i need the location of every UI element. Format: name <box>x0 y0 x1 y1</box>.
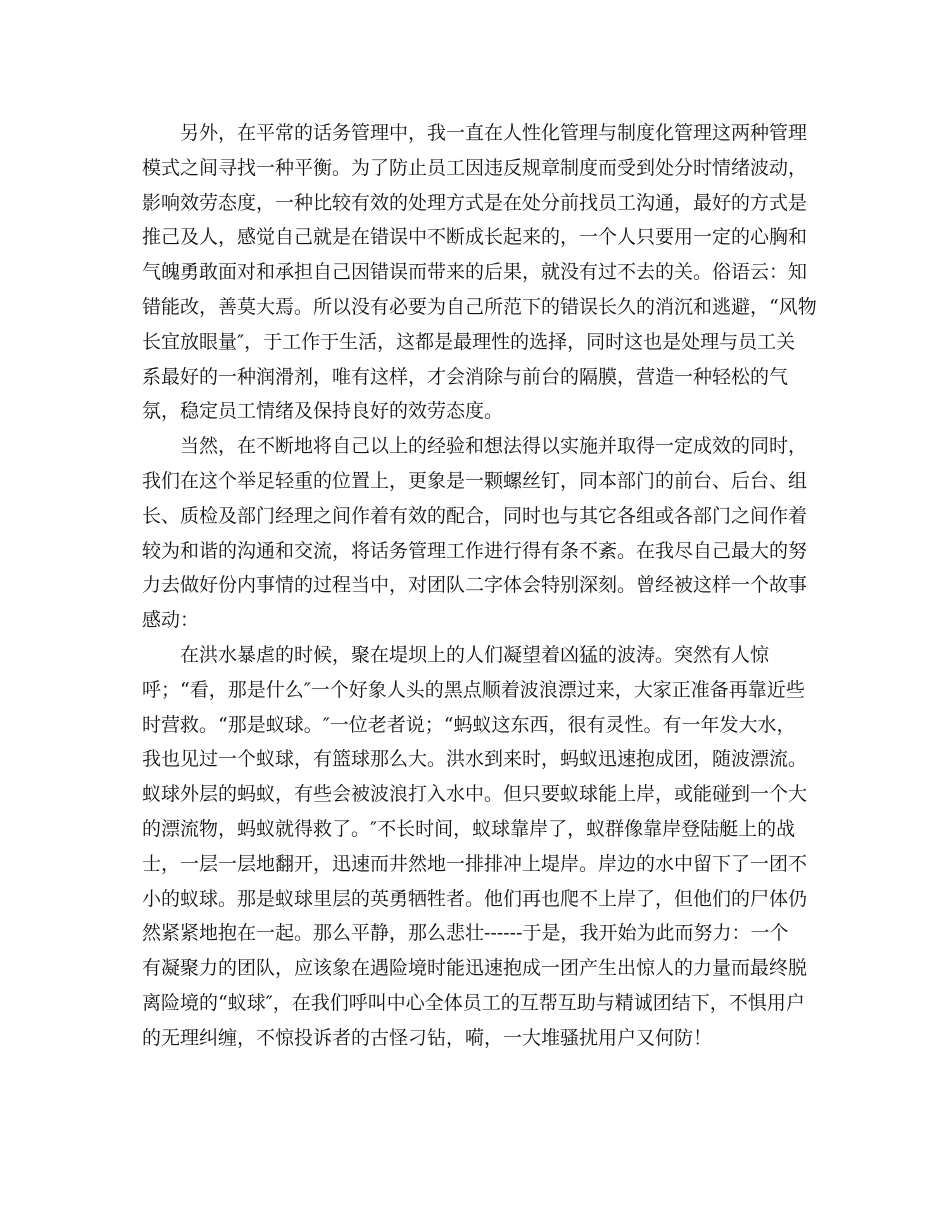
text-line: 蚁球外层的蚂蚁，有些会被波浪打入水中。但只要蚁球能上岸，或能碰到一个大 <box>142 783 808 806</box>
text-line: 系最好的一种润滑剂，唯有这样，才会消除与前台的隔膜，营造一种轻松的气 <box>142 365 789 388</box>
text-line: 气魄勇敢面对和承担自己因错误而带来的后果，就没有过不去的关。俗语云：知 <box>142 261 808 284</box>
text-line: 士，一层一层地翻开，迅速而井然地一排排冲上堤岸。岸边的水中留下了一团不 <box>142 852 808 875</box>
text-line: 长、质检及部门经理之间作着有效的配合，同时也与其它各组或各部门之间作着 <box>142 504 808 527</box>
text-line: 离险境的“蚁球″，在我们呼叫中心全体员工的互帮互助与精诚团结下，不惧用户 <box>142 991 805 1014</box>
text-line: 感动： <box>142 609 200 632</box>
document-body <box>142 116 817 1056</box>
paragraph-3 <box>142 638 807 1056</box>
paragraph-1 <box>142 116 817 429</box>
text-line: 另外，在平常的话务管理中，我一直在人性化管理与制度化管理这两种管理 <box>180 122 808 144</box>
text-line: 推己及人，感觉自己就是在错误中不断成长起来的，一个人只要用一定的心胸和 <box>142 226 808 249</box>
paragraph-2 <box>142 429 807 638</box>
text-line: 我也见过一个蚁球，有篮球那么大。洪水到来时，蚂蚁迅速抱成团，随波漂流。 <box>142 748 808 771</box>
text-line: 模式之间寻找一种平衡。为了防止员工因违反规章制度而受到处分时情绪波动， <box>142 156 808 179</box>
text-line: 呼；“看，那是什么″一个好象人头的黑点顺着波浪漂过来，大家正准备再靠近些 <box>142 678 805 701</box>
text-line: 我们在这个举足轻重的位置上，更象是一颗螺丝钉，同本部门的前台、后台、组 <box>142 469 808 492</box>
text-line: 较为和谐的沟通和交流，将话务管理工作进行得有条不紊。在我尽自己最大的努 <box>142 539 808 562</box>
text-line: 错能改，善莫大焉。所以没有必要为自己所范下的错误长久的消沉和逃避，“风物 <box>142 295 817 318</box>
text-line: 时营救。“那是蚁球。″一位老者说；“蚂蚁这东西，很有灵性。有一年发大水， <box>142 713 796 736</box>
text-line: 力去做好份内事情的过程当中，对团队二字体会特别深刻。曾经被这样一个故事 <box>142 574 808 597</box>
text-line: 在洪水暴虐的时候，聚在堤坝上的人们凝望着凶猛的波涛。突然有人惊 <box>180 643 770 666</box>
text-line: 长宜放眼量″，于工作于生活，这都是最理性的选择，同时这也是处理与员工关 <box>142 330 796 353</box>
text-line: 影响效劳态度，一种比较有效的处理方式是在处分前找员工沟通，最好的方式是 <box>142 191 808 214</box>
text-line: 的无理纠缠，不惊投诉者的古怪刁钻，嗬，一大堆骚扰用户又何防！ <box>142 1026 713 1049</box>
text-line: 小的蚁球。那是蚁球里层的英勇牺牲者。他们再也爬不上岸了，但他们的尸体仍 <box>142 887 808 910</box>
text-line: 氛，稳定员工情绪及保持良好的效劳态度。 <box>142 400 504 423</box>
text-line: 然紧紧地抱在一起。那么平静，那么悲壮------于是，我开始为此而努力：一个 <box>142 922 789 945</box>
text-line: 的漂流物，蚂蚁就得救了。″不长时间，蚁球靠岸了，蚁群像靠岸登陆艇上的战 <box>142 817 796 840</box>
text-line: 当然，在不断地将自己以上的经验和想法得以实施并取得一定成效的同时， <box>180 435 808 458</box>
text-line: 有凝聚力的团队，应该象在遇险境时能迅速抱成一团产生出惊人的力量而最终脱 <box>142 957 808 980</box>
